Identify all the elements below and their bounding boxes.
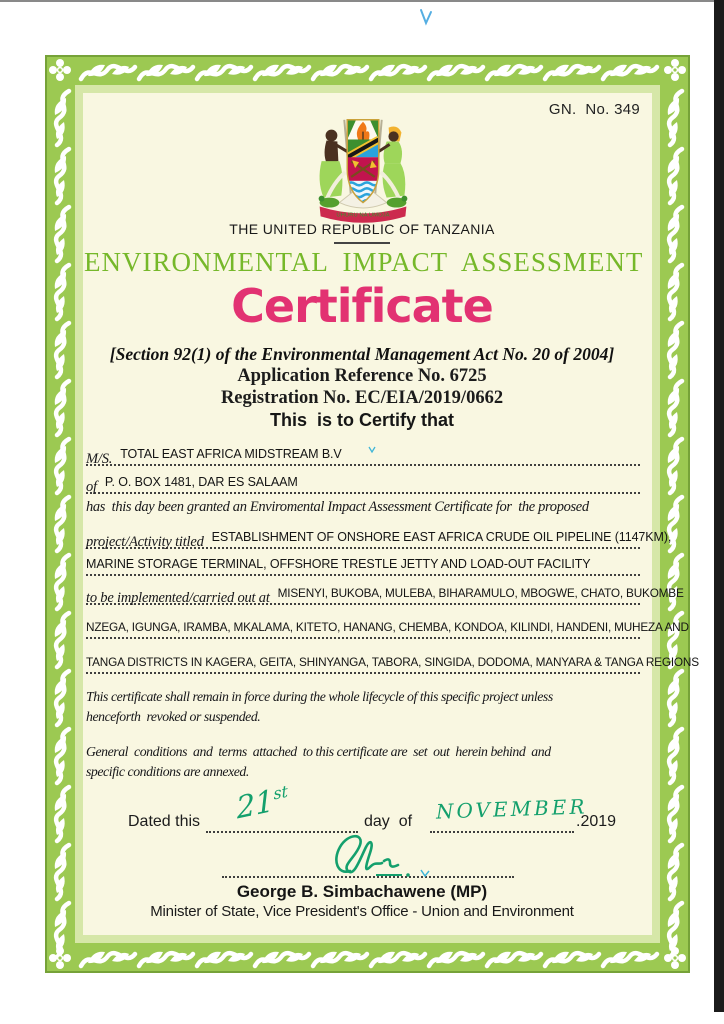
day-of-label: day of xyxy=(364,813,413,830)
signatory-name: George B. Simbachawene (MP) xyxy=(236,882,488,901)
certificate-title: Certificate xyxy=(231,279,493,333)
signature-icon xyxy=(320,831,430,879)
tanzania-coat-of-arms xyxy=(294,111,432,237)
day-ordinal: st xyxy=(272,781,289,804)
location-row-2 xyxy=(86,611,689,639)
project-title-value-1: ESTABLISHMENT OF ONSHORE EAST AFRICA CRUDE OIL PIPELINE (1147KM), xyxy=(211,530,672,544)
of-label: of xyxy=(86,479,97,495)
granted-statement: has this day been granted an Enviromental Impact Assessment Certificate for the proposed xyxy=(86,499,589,515)
ms-label: M/S. xyxy=(86,451,113,467)
scan-edge-right xyxy=(714,0,724,1012)
handwritten-month: NOVEMBER xyxy=(435,794,588,824)
gazette-number: GN. No. 349 xyxy=(548,101,640,118)
document-type-heading: ENVIRONMENTAL IMPACT ASSESSMENT xyxy=(84,247,644,277)
location-row-1 xyxy=(86,577,684,606)
signatory-title: Minister of State, Vice President's Office - Union and Environment xyxy=(150,903,574,920)
location-row-3 xyxy=(86,646,699,674)
year-label: .2019 xyxy=(576,813,617,830)
conditions-clause: General conditions and terms attached to this certificate are set out herein behind and xyxy=(86,744,551,759)
recipient-address-value: P. O. BOX 1481, DAR ES SALAAM xyxy=(104,475,298,489)
project-title-row-1 xyxy=(86,520,672,550)
pen-tick-mark-icon xyxy=(420,869,430,878)
male-supporter xyxy=(326,130,338,142)
signature-dotted-line xyxy=(222,876,514,878)
month-dotted-line xyxy=(430,831,574,833)
application-reference: Application Reference No. 6725 xyxy=(237,366,487,386)
project-label: project/Activity titled xyxy=(86,534,204,550)
location-value-1: MISENYI, BUKOBA, MULEBA, BIHARAMULO, MBOGWE, CHATO, BUKOMBE xyxy=(277,586,684,600)
day-number: 21 xyxy=(235,783,276,827)
pen-check-mark-icon xyxy=(418,8,434,26)
validity-clause: This certificate shall remain in force during the whole lifecycle of this specific project unless xyxy=(86,689,553,704)
scan-edge-top xyxy=(0,0,724,2)
certify-statement: This is to Certify that xyxy=(269,410,455,430)
location-label: to be implemented/carried out at xyxy=(86,590,270,606)
pen-dot-mark-icon xyxy=(368,446,376,454)
project-title-row-2 xyxy=(86,549,640,576)
registration-number: Registration No. EC/EIA/2019/0662 xyxy=(220,388,504,408)
country-name: THE UNITED REPUBLIC OF TANZANIA xyxy=(229,221,495,237)
divider-line xyxy=(334,242,390,244)
legal-reference: [Section 92(1) of the Environmental Management Act No. 20 of 2004] xyxy=(109,344,615,364)
recipient-name-value: TOTAL EAST AFRICA MIDSTREAM B.V xyxy=(120,447,342,461)
project-title-value-2: MARINE STORAGE TERMINAL, OFFSHORE TRESTLE JETTY AND LOAD-OUT FACILITY xyxy=(86,557,591,571)
validity-clause-cont: henceforth revoked or suspended. xyxy=(86,709,261,724)
location-value-3: TANGA DISTRICTS IN KAGERA, GEITA, SHINYANGA, TABORA, SINGIDA, DODOMA, MANYARA & TANGA REGIONS xyxy=(86,655,699,669)
recipient-name-row xyxy=(86,440,640,466)
dated-label: Dated this xyxy=(128,813,201,830)
motto-text: UHURU NA UMOJA xyxy=(336,212,390,219)
recipient-address-row xyxy=(86,468,640,494)
conditions-clause-cont: specific conditions are annexed. xyxy=(86,764,249,779)
location-value-2: NZEGA, IGUNGA, IRAMBA, MKALAMA, KITETO, HANANG, CHEMBA, KONDOA, KILINDI, HANDENI, MUHEZA AND xyxy=(86,620,689,634)
